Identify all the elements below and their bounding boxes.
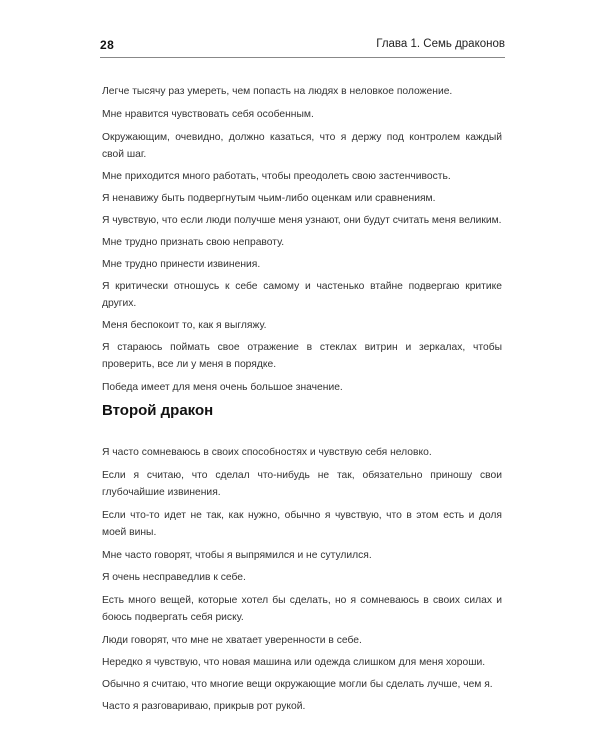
statement-paragraph: Часто я разговариваю, прикрыв рот рукой. (102, 701, 306, 712)
statement-paragraph: Я критически отношусь к себе самому и частенько втайне подвергаю критике других. (102, 281, 502, 309)
header-rule (100, 57, 505, 58)
statement-paragraph: Победа имеет для меня очень большое значение. (102, 382, 343, 393)
statement-paragraph: Мне трудно принести извинения. (102, 259, 261, 270)
statement-paragraph: Мне трудно признать свою неправоту. (102, 237, 285, 248)
statement-paragraph: Окружающим, очевидно, должно казаться, что я держу под контролем каждый свой шаг. (102, 132, 502, 160)
statement-paragraph: Если я считаю, что сделал что-нибудь не так, обязательно приношу свои глубочайшие извинения. (102, 470, 502, 498)
statement-paragraph: Я стараюсь поймать свое отражение в стеклах витрин и зеркалах, чтобы проверить, все ли у меня в порядке. (102, 342, 502, 370)
running-header: Глава 1. Семь драконов (376, 38, 505, 50)
statement-paragraph: Обычно я считаю, что многие вещи окружающие могли бы сделать лучше, чем я. (102, 679, 493, 690)
statement-paragraph: Мне нравится чувствовать себя особенным. (102, 109, 314, 120)
statement-paragraph: Я очень несправедлив к себе. (102, 572, 246, 583)
statement-paragraph: Есть много вещей, которые хотел бы сделать, но я сомневаюсь в своих силах и боюсь подвергать себя риску. (102, 595, 502, 623)
page-number: 28 (100, 38, 115, 52)
statement-paragraph: Я чувствую, что если люди получше меня узнают, они будут считать меня великим. (102, 215, 502, 226)
statement-paragraph: Меня беспокоит то, как я выгляжу. (102, 320, 267, 331)
statement-paragraph: Мне часто говорят, чтобы я выпрямился и не сутулился. (102, 550, 372, 561)
statement-paragraph: Мне приходится много работать, чтобы преодолеть свою застенчивость. (102, 171, 451, 182)
statement-paragraph: Легче тысячу раз умереть, чем попасть на людях в неловкое положение. (102, 86, 453, 97)
section-heading: Второй дракон (102, 402, 214, 419)
statement-paragraph: Нередко я чувствую, что новая машина или одежда слишком для меня хороши. (102, 657, 486, 668)
statement-paragraph: Я часто сомневаюсь в своих способностях и чувствую себя неловко. (102, 447, 432, 458)
statement-paragraph: Если что-то идет не так, как нужно, обычно я чувствую, что в этом есть и доля моей вины. (102, 510, 502, 538)
statement-paragraph: Люди говорят, что мне не хватает уверенности в себе. (102, 635, 362, 646)
statement-paragraph: Я ненавижу быть подвергнутым чьим-либо оценкам или сравнениям. (102, 193, 436, 204)
